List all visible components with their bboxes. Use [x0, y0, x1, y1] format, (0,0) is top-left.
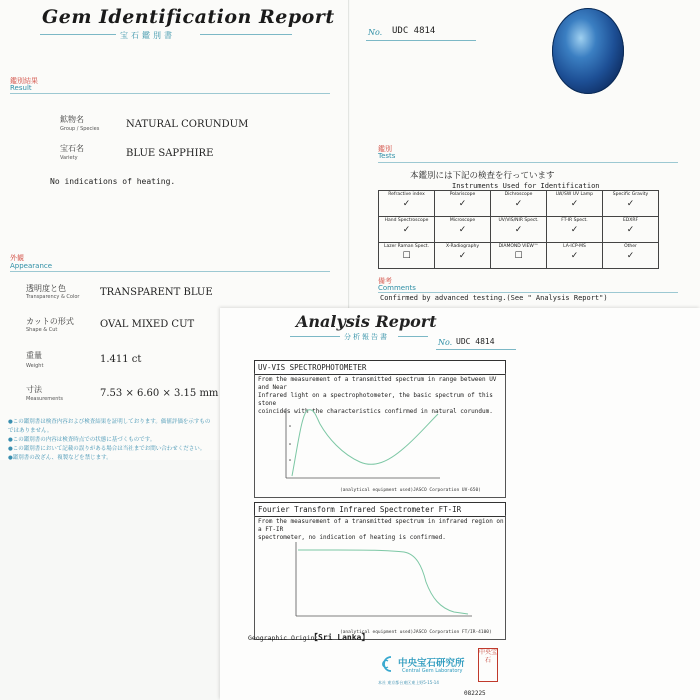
- uv-vis-text-line: coincides with the characteristics confirmed in natural corundum.: [258, 408, 493, 415]
- ftir-text-line: spectrometer, no indication of heating is confirmed.: [258, 534, 446, 541]
- check-mark-icon: ✓: [458, 251, 467, 261]
- instrument-cell: [491, 217, 547, 243]
- check-mark-icon: ✓: [514, 225, 523, 235]
- instruments-row: [379, 217, 659, 243]
- instrument-label: EDXRF: [622, 218, 639, 223]
- footnote-line: ●鑑別書の改ざん、複製などを禁じます。: [8, 455, 112, 461]
- shape-label-jp: カットの形式: [26, 317, 74, 326]
- check-mark-icon: ✓: [514, 199, 523, 209]
- instrument-label: Microscope: [449, 218, 476, 223]
- report-title: Gem Identification Report: [42, 6, 335, 28]
- instruments-table: [378, 190, 659, 269]
- instrument-cell: [603, 191, 659, 217]
- instrument-cell: [491, 191, 547, 217]
- check-mark-icon: ✓: [458, 225, 467, 235]
- instrument-label: Specific Gravity: [612, 192, 649, 197]
- appearance-rule: [10, 271, 330, 272]
- analysis-number-value: UDC 4814: [456, 337, 495, 346]
- instrument-label: Refractive index: [388, 192, 425, 197]
- transparency-label-en: Transparency & Color: [26, 294, 80, 300]
- cgl-address-bottom: 本社 東京都台東区東上野5-15-14: [378, 680, 439, 685]
- cgl-logo-small-icon: [378, 654, 396, 674]
- check-mark-icon: ✓: [570, 251, 579, 261]
- footnote-line: ●この鑑別書は検査内容および検査結果を証明しております。価値評価を示すものではありません。: [8, 419, 211, 434]
- uv-vis-heading: UV-VIS SPECTROPHOTOMETER: [254, 360, 506, 375]
- comments-text: Confirmed by advanced testing.(See " Analysis Report"): [380, 294, 608, 302]
- comments-heading-en: Comments: [378, 284, 416, 292]
- check-mark-icon: ☐: [514, 251, 523, 261]
- origin-value: 【Sri Lanka】: [310, 633, 370, 642]
- check-mark-icon: ✓: [402, 225, 411, 235]
- measurements-label-en: Measurements: [26, 396, 63, 402]
- check-mark-icon: ✓: [402, 199, 411, 209]
- check-mark-icon: ☐: [402, 251, 411, 261]
- check-mark-icon: ✓: [626, 225, 635, 235]
- appearance-heading-en: Appearance: [10, 262, 53, 270]
- shape-label-en: Shape & Cut: [26, 327, 58, 333]
- footnote-line: ●この鑑別書において記載の誤りがある場合は当社までお問い合わせください。: [8, 446, 206, 452]
- uv-vis-text-line: Infrared light on a spectrophotometer, the basic spectrum of this stone: [258, 392, 493, 407]
- uv-vis-graph: [264, 404, 442, 484]
- instrument-cell: [379, 191, 435, 217]
- instrument-label: Dichroscope: [504, 192, 533, 197]
- instrument-cell: [379, 243, 435, 269]
- instrument-cell: [547, 217, 603, 243]
- check-mark-icon: ✓: [626, 199, 635, 209]
- appearance-heading-jp: 外観: [10, 254, 24, 262]
- shape-value: OVAL MIXED CUT: [100, 319, 195, 330]
- measurements-value: 7.53 × 6.60 × 3.15 mm: [100, 388, 219, 399]
- gemstone-photo: [552, 8, 624, 94]
- uv-vis-caption: (analytical equipment used)JASCO Corporation UV-650): [340, 488, 481, 493]
- heating-note: No indications of heating.: [50, 177, 176, 186]
- instrument-cell: [603, 217, 659, 243]
- cgl-name-en-bottom: Central Gem Laboratory: [402, 668, 463, 674]
- analysis-number-label: No.: [438, 338, 453, 347]
- check-mark-icon: ✓: [458, 199, 467, 209]
- footnotes: [8, 418, 213, 463]
- origin-label: Geographic Origin:: [248, 634, 319, 642]
- result-heading-en: Result: [10, 84, 32, 92]
- analysis-footer-code: 082225: [464, 690, 486, 697]
- instruments-page: [350, 0, 700, 330]
- variety-value: BLUE SAPPHIRE: [126, 148, 214, 159]
- variety-label-en: Variety: [60, 155, 78, 161]
- instrument-label: LA-ICP-MS: [563, 244, 586, 249]
- ftir-text-line: From the measurement of a transmitted spectrum in infrared region on a FT-IR: [258, 518, 504, 533]
- report-number-rule: [366, 40, 476, 41]
- instrument-label: Polariscope: [449, 192, 476, 197]
- analysis-title: Analysis Report: [296, 312, 437, 331]
- instrument-cell: [435, 191, 491, 217]
- instrument-label: DIAMOND VIEW™: [498, 244, 539, 249]
- ftir-caption: (analytical equipment used)JASCO Corporation FT/IR-4100): [340, 630, 492, 635]
- instrument-label: UV/VIS/NIR Spect.: [498, 218, 539, 223]
- ftir-heading: Fourier Transform Infrared Spectrometer FT-IR: [254, 502, 506, 517]
- weight-label-en: Weight: [26, 363, 44, 369]
- title-rule-left: [40, 34, 116, 35]
- tests-heading-en: Tests: [378, 152, 396, 160]
- transparency-value: TRANSPARENT BLUE: [100, 287, 213, 298]
- check-mark-icon: ✓: [626, 251, 635, 261]
- instrument-cell: [435, 217, 491, 243]
- species-label-en: Group / Species: [60, 126, 100, 132]
- instrument-label: LW/SW UV Lamp: [555, 192, 594, 197]
- analysis-title-rule-left: [290, 336, 340, 337]
- check-mark-icon: ✓: [570, 225, 579, 235]
- instruments-row: [379, 243, 659, 269]
- variety-label-jp: 宝石名: [60, 144, 84, 153]
- uv-vis-text-line: From the measurement of a transmitted spectrum in range between UV and Near: [258, 376, 497, 391]
- report-number-value: UDC 4814: [392, 26, 436, 36]
- instrument-cell: [547, 243, 603, 269]
- tests-heading-jp: 鑑別: [378, 145, 392, 153]
- title-rule-right: [200, 34, 292, 35]
- instrument-label: Other: [624, 244, 637, 249]
- instrument-cell: [491, 243, 547, 269]
- analysis-subtitle: 分析報告書: [344, 333, 389, 341]
- measurements-label-jp: 寸法: [26, 385, 42, 394]
- comments-heading-jp: 備考: [378, 277, 392, 285]
- cgl-name-jp-bottom: 中央宝石研究所: [398, 658, 465, 669]
- weight-value: 1.411 ct: [100, 354, 142, 365]
- weight-label-jp: 重量: [26, 351, 42, 360]
- red-seal: 中央宝石: [478, 648, 498, 682]
- tests-intro-en: Instruments Used for Identification: [452, 182, 600, 190]
- tests-rule: [378, 162, 678, 163]
- analysis-number-rule: [436, 349, 516, 350]
- instrument-label: Lazer Raman Spect.: [383, 244, 430, 249]
- instruments-row: [379, 191, 659, 217]
- footnote-line: ●この鑑別書の内容は検査時点での状態に基づくものです。: [8, 437, 156, 443]
- instrument-label: X-Radiography: [446, 244, 479, 249]
- check-mark-icon: ✓: [570, 199, 579, 209]
- instrument-cell: [435, 243, 491, 269]
- analysis-title-rule-right: [398, 336, 428, 337]
- species-label-jp: 鉱物名: [60, 115, 84, 124]
- transparency-label-jp: 透明度と色: [26, 284, 66, 293]
- species-value: NATURAL CORUNDUM: [126, 119, 249, 130]
- instrument-cell: [547, 191, 603, 217]
- result-heading-jp: 鑑別結果: [10, 77, 38, 85]
- instrument-cell: [603, 243, 659, 269]
- report-subtitle: 宝石鑑別書: [120, 31, 175, 40]
- result-rule: [10, 93, 330, 94]
- ftir-graph: [276, 538, 476, 622]
- instrument-cell: [379, 217, 435, 243]
- report-number-label: No.: [368, 28, 383, 37]
- instrument-label: Hand Spectroscope: [384, 218, 429, 223]
- analysis-report-page: [220, 308, 700, 700]
- tests-intro-jp: 本鑑別には下記の検査を行っています: [410, 171, 555, 181]
- instrument-label: FT-IR Spect.: [561, 218, 588, 223]
- comments-rule: [378, 292, 678, 293]
